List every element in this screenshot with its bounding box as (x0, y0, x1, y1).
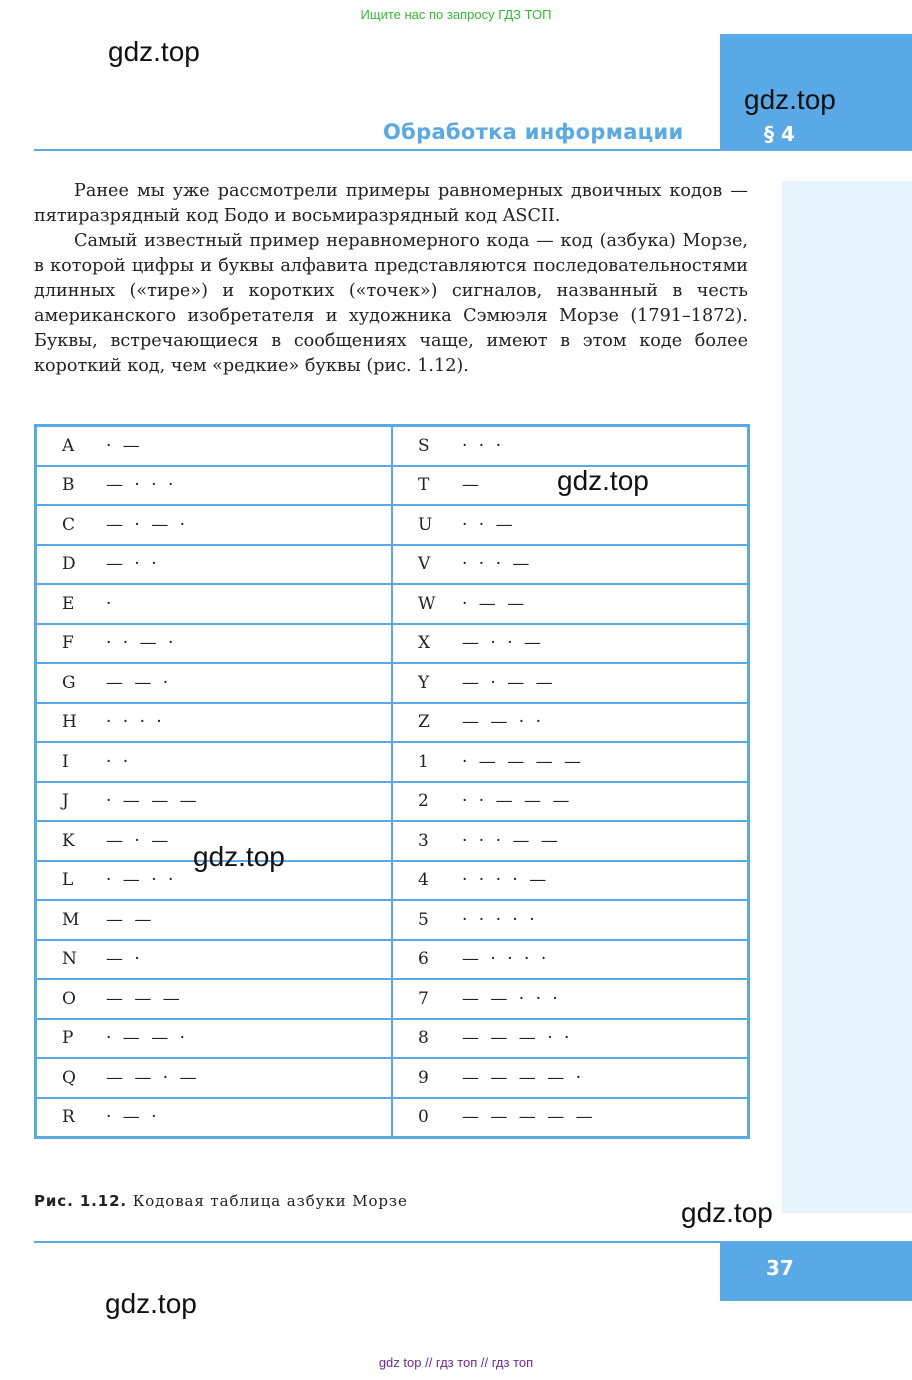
morse-code: · — (106, 435, 143, 456)
morse-symbol: Q (62, 1067, 76, 1088)
morse-cell (392, 1098, 749, 1138)
morse-code-table (34, 424, 750, 1139)
morse-symbol: H (62, 712, 77, 733)
watermark: gdz.top (681, 1197, 773, 1228)
morse-symbol: X (418, 633, 431, 654)
morse-symbol: O (62, 988, 76, 1009)
morse-code: · · · (462, 435, 505, 456)
morse-symbol: 9 (418, 1067, 429, 1088)
table-row (36, 742, 749, 782)
morse-symbol: N (62, 949, 77, 970)
morse-cell (36, 584, 393, 624)
morse-symbol: I (62, 751, 69, 772)
morse-code: · · · — (462, 554, 533, 575)
paragraph: Самый известный пример неравномерного кода — код (азбука) Морзе, в которой цифры и буквы алфавита представляются последовательностями длинных («тире») и коротких («точек») сигналов, названный в честь американского изобретателя и художника Сэмюэля Морзе (1791–1872). Буквы, встречающиеся в сообщениях чаще, имеют в этом коде более короткий код, чем «редкие» буквы (рис. 1.12). (34, 231, 748, 376)
morse-cell (392, 426, 749, 466)
caption-label: Рис. 1.12. (34, 1192, 128, 1210)
morse-symbol: 1 (418, 751, 429, 772)
table-row (36, 782, 749, 822)
morse-code: · — — · (106, 1028, 189, 1049)
morse-cell (392, 940, 749, 980)
morse-code: — — · · · (462, 988, 561, 1009)
morse-symbol: J (62, 791, 69, 812)
morse-symbol: P (62, 1028, 74, 1049)
morse-symbol: E (62, 593, 75, 614)
morse-cell (36, 1098, 393, 1138)
morse-symbol: S (418, 435, 430, 456)
morse-symbol: 0 (418, 1107, 429, 1128)
morse-code: · · (106, 751, 132, 772)
morse-code: · · · · · (462, 909, 538, 930)
morse-cell (392, 545, 749, 585)
morse-code: — · · · (106, 475, 177, 496)
morse-cell (36, 466, 393, 506)
morse-code: — · — — (462, 672, 556, 693)
morse-code: — — — · · (462, 1028, 573, 1049)
morse-symbol: 3 (418, 830, 429, 851)
page-number: 37 (766, 1256, 794, 1280)
morse-symbol: 7 (418, 988, 429, 1009)
watermark: gdz.top (108, 36, 200, 67)
table-row (36, 426, 749, 466)
morse-symbol: F (62, 633, 74, 654)
morse-cell (392, 663, 749, 703)
morse-symbol: 5 (418, 909, 429, 930)
morse-cell (392, 900, 749, 940)
morse-code: — · — (106, 830, 172, 851)
morse-symbol: L (62, 870, 74, 891)
table-row (36, 861, 749, 901)
table-row (36, 703, 749, 743)
table-row (36, 821, 749, 861)
morse-symbol: W (418, 593, 436, 614)
page-number-tab (720, 1241, 912, 1301)
morse-symbol: 4 (418, 870, 429, 891)
morse-code: · — — — (106, 791, 200, 812)
morse-cell (392, 861, 749, 901)
morse-code: · — · · (106, 870, 177, 891)
morse-cell (392, 505, 749, 545)
paragraph: Ранее мы уже рассмотрели примеры равномерных двоичных кодов — пятиразрядный код Бодо и восьмиразрядный код ASCII. (34, 181, 748, 226)
watermark: gdz.top (557, 465, 649, 496)
morse-symbol: 6 (418, 949, 429, 970)
morse-cell (36, 742, 393, 782)
morse-symbol: D (62, 554, 76, 575)
morse-symbol: K (62, 830, 75, 851)
morse-cell (36, 505, 393, 545)
footer-rule (34, 1241, 720, 1243)
morse-symbol: B (62, 475, 75, 496)
morse-code: · · · · (106, 712, 165, 733)
table-row (36, 1019, 749, 1059)
morse-cell (392, 782, 749, 822)
watermark: gdz.top (193, 841, 285, 872)
table-row (36, 624, 749, 664)
morse-cell (36, 979, 393, 1019)
footer-links[interactable]: gdz top // гдз топ // гдз топ (378, 1355, 534, 1370)
morse-cell (36, 663, 393, 703)
morse-symbol: M (62, 909, 80, 930)
section-number: § 4 (764, 122, 795, 146)
morse-code: — · — · (106, 514, 189, 535)
morse-cell (36, 900, 393, 940)
morse-cell (392, 584, 749, 624)
table-row (36, 1058, 749, 1098)
side-panel (782, 181, 912, 1213)
morse-code: · · — · (106, 633, 177, 654)
morse-symbol: G (62, 672, 76, 693)
morse-code: · · — (462, 514, 516, 535)
morse-symbol: 8 (418, 1028, 429, 1049)
morse-cell (392, 979, 749, 1019)
table-row (36, 900, 749, 940)
chapter-title: Обработка информации (383, 120, 684, 144)
morse-code: — · · — (462, 633, 545, 654)
figure-caption (34, 1192, 408, 1210)
caption-text: Кодовая таблица азбуки Морзе (132, 1192, 408, 1210)
morse-code: · · — — — (462, 791, 573, 812)
morse-code: — — · · (462, 712, 545, 733)
morse-symbol: T (418, 475, 430, 496)
morse-cell (392, 742, 749, 782)
morse-cell (36, 703, 393, 743)
morse-symbol: A (62, 435, 75, 456)
morse-code: · — · (106, 1107, 160, 1128)
morse-cell (36, 1019, 393, 1059)
morse-code: — · · (106, 554, 160, 575)
watermark: gdz.top (105, 1288, 197, 1319)
morse-cell (392, 821, 749, 861)
table-row (36, 663, 749, 703)
morse-code: — — — — — (462, 1107, 596, 1128)
table-row (36, 1098, 749, 1138)
morse-symbol: V (418, 554, 431, 575)
morse-symbol: C (62, 514, 76, 535)
morse-code: — (462, 475, 482, 496)
morse-code: — — · (106, 672, 172, 693)
morse-symbol: Z (418, 712, 430, 733)
morse-cell (36, 940, 393, 980)
morse-cell (36, 624, 393, 664)
morse-cell (36, 782, 393, 822)
table-row (36, 584, 749, 624)
watermark: gdz.top (744, 84, 836, 115)
morse-code: · · · — — (462, 830, 561, 851)
morse-code: — · (106, 949, 143, 970)
body-text (34, 179, 748, 379)
morse-cell (392, 624, 749, 664)
morse-code: · — — — — (462, 751, 585, 772)
morse-cell (392, 1058, 749, 1098)
morse-symbol: R (62, 1107, 75, 1128)
table-row (36, 545, 749, 585)
morse-cell (392, 1019, 749, 1059)
header-rule (34, 149, 720, 151)
morse-code: — — · — (106, 1067, 200, 1088)
morse-symbol: 2 (418, 791, 429, 812)
morse-code: · — — (462, 593, 528, 614)
morse-cell (36, 426, 393, 466)
morse-code: — — — (106, 988, 183, 1009)
morse-cell (36, 545, 393, 585)
table-row (36, 940, 749, 980)
morse-code: · · · · — (462, 870, 550, 891)
morse-code: — · · · · (462, 949, 550, 970)
morse-cell (36, 1058, 393, 1098)
morse-code: · (106, 593, 115, 614)
morse-code: — — (106, 909, 155, 930)
table-row (36, 979, 749, 1019)
morse-code: — — — — · (462, 1067, 585, 1088)
morse-symbol: Y (418, 672, 430, 693)
morse-symbol: U (418, 514, 433, 535)
top-search-banner[interactable]: Ищите нас по запросу ГДЗ ТОП (360, 7, 552, 22)
table-row (36, 505, 749, 545)
morse-cell (392, 703, 749, 743)
